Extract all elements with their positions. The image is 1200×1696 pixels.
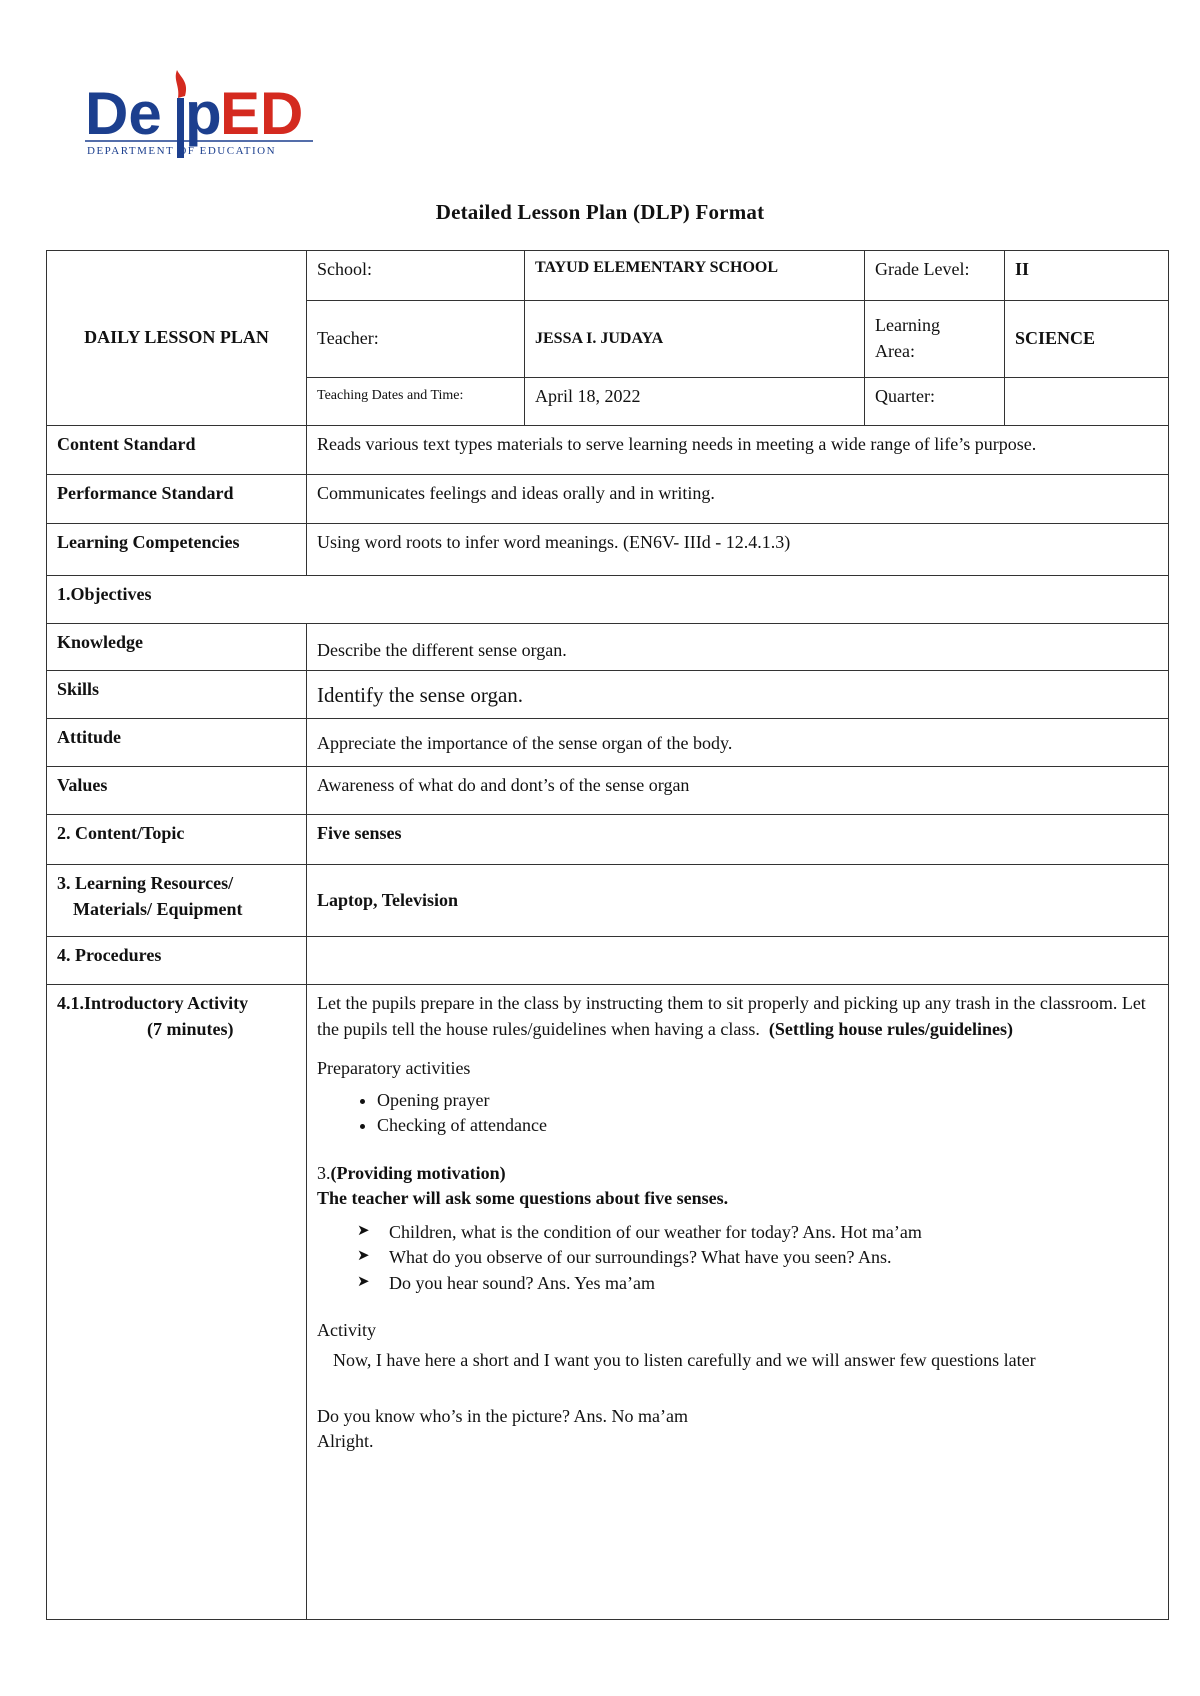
learning-competencies-label: Learning Competencies xyxy=(47,524,307,576)
objectives-heading: 1.Objectives xyxy=(47,576,1169,624)
learning-resources-label: 3. Learning Resources/ Materials/ Equipment xyxy=(47,865,307,937)
quarter-value xyxy=(1005,378,1169,426)
motivation-questions xyxy=(317,1220,1158,1297)
document-title: Detailed Lesson Plan (DLP) Format xyxy=(435,200,765,224)
preparatory-label: Preparatory activities xyxy=(317,1058,471,1079)
teaching-dates-label: Teaching Dates and Time: xyxy=(307,378,525,426)
teaching-dates-value: April 18, 2022 xyxy=(525,378,865,426)
learning-area-value: SCIENCE xyxy=(1005,301,1169,378)
logo-subtitle: DEPARTMENT OF EDUCATION xyxy=(87,145,277,157)
skills-label: Skills xyxy=(47,671,307,719)
teacher-value: JESSA I. JUDAYA xyxy=(525,301,865,378)
list-item: ➤ What do you observe of our surroundings? What have you seen? Ans. xyxy=(357,1245,1158,1271)
content-topic-label: 2. Content/Topic xyxy=(47,815,307,865)
content-standard-label: Content Standard xyxy=(47,426,307,475)
lesson-plan-table xyxy=(46,250,1169,1620)
list-item: • Checking of attendance xyxy=(377,1113,1158,1139)
deped-logo xyxy=(85,68,315,168)
grade-level-label: Grade Level: xyxy=(865,251,1005,301)
svg-text:ED: ED xyxy=(220,80,304,147)
svg-text:p: p xyxy=(185,80,222,147)
activity-text: Now, I have here a short and I want you to listen carefully and we will answer few questions later xyxy=(333,1350,1036,1371)
introductory-activity-label: 4.1.Introductory Activity (7 minutes) xyxy=(47,985,307,1620)
activity-label: Activity xyxy=(317,1320,376,1341)
values-label: Values xyxy=(47,767,307,815)
closing-text: Alright. xyxy=(317,1431,374,1452)
attitude-label: Attitude xyxy=(47,719,307,767)
content-standard-value: Reads various text types materials to serve learning needs in meeting a wide range of life’s purpose. xyxy=(307,426,1169,475)
daily-lesson-plan-label: DAILY LESSON PLAN xyxy=(47,251,307,426)
settling-paragraph: Let the pupils prepare in the class by instructing them to sit properly and picking up any trash in the classroom. Let the pupils tell the house rules/guidelines when having a class. (Settling house rules/guidelines) xyxy=(317,993,1146,1039)
attitude-value: Appreciate the importance of the sense organ of the body. xyxy=(307,719,1169,767)
procedures-label: 4. Procedures xyxy=(47,937,307,985)
motivation-heading: 3.(Providing motivation) The teacher will ask some questions about five senses. xyxy=(317,1162,729,1209)
learning-competencies-value: Using word roots to infer word meanings. (EN6V- IIId - 12.4.1.3) xyxy=(307,524,1169,576)
list-item: ➤ Do you hear sound? Ans. Yes ma’am xyxy=(357,1271,1158,1297)
skills-value: Identify the sense organ. xyxy=(307,671,1169,719)
learning-resources-value: Laptop, Television xyxy=(307,865,1169,937)
content-topic-value: Five senses xyxy=(307,815,1169,865)
procedures-value xyxy=(307,937,1169,985)
list-item: ➤ Children, what is the condition of our weather for today? Ans. Hot ma’am xyxy=(357,1220,1158,1246)
knowledge-label: Knowledge xyxy=(47,624,307,671)
introductory-activity-content xyxy=(307,985,1169,1620)
quarter-label: Quarter: xyxy=(865,378,1005,426)
values-value: Awareness of what do and dont’s of the sense organ xyxy=(307,767,1169,815)
preparatory-list xyxy=(317,1088,1158,1139)
svg-text:De: De xyxy=(85,80,162,147)
school-value: TAYUD ELEMENTARY SCHOOL xyxy=(525,251,865,301)
list-item: • Opening prayer xyxy=(377,1088,1158,1114)
school-label: School: xyxy=(307,251,525,301)
knowledge-value: Describe the different sense organ. xyxy=(307,624,1169,671)
teacher-label: Teacher: xyxy=(307,301,525,378)
picture-question: Do you know who’s in the picture? Ans. No ma’am xyxy=(317,1405,688,1426)
learning-area-label: Learning Area: xyxy=(865,301,1005,378)
performance-standard-label: Performance Standard xyxy=(47,475,307,524)
performance-standard-value: Communicates feelings and ideas orally and in writing. xyxy=(307,475,1169,524)
grade-level-value: II xyxy=(1005,251,1169,301)
